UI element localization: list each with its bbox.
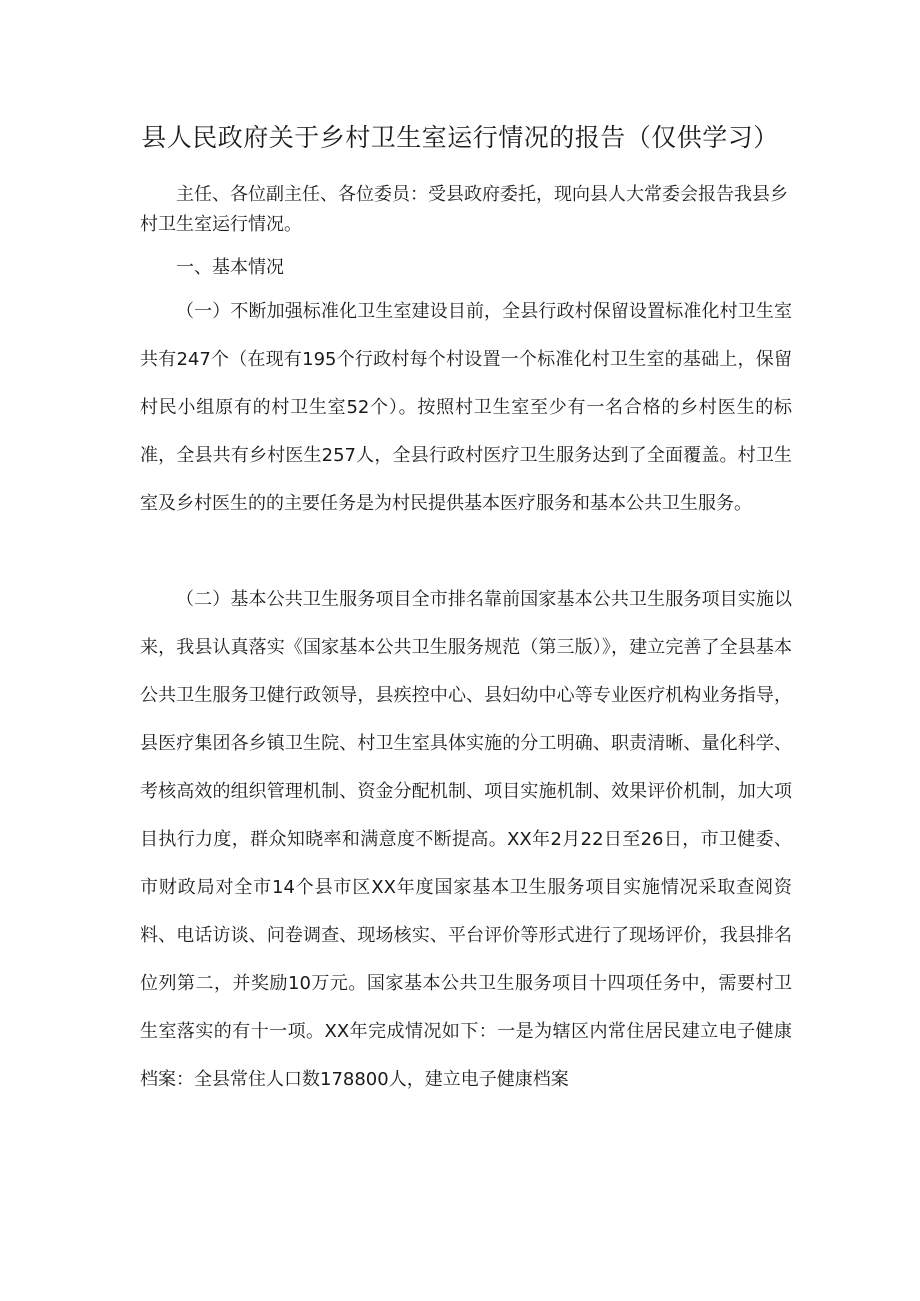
section-heading: 一、基本情况 — [176, 257, 284, 278]
document-title: 县人民政府关于乡村卫生室运行情况的报告（仅供学习） — [141, 123, 779, 152]
opening-paragraph: 主任、各位副主任、各位委员：受县政府委托，现向县人大常委会报告我县乡村卫生室运行情况。 — [140, 184, 788, 235]
body-paragraph-2: （二）基本公共卫生服务项目全市排名靠前国家基本公共卫生服务项目实施以来，我县认真落实《国家基本公共卫生服务规范（第三版）》，建立完善了全县基本公共卫生服务卫健行政领导，县疾控中心、县妇幼中心等专业医疗机构业务指导，县医疗集团各乡镇卫生院、村卫生室具体实施的分工明确、职责清晰、量化科学、考核高效的组织管理机制、资金分配机制、项目实施机制、效果评价机制，加大项目执行力度，群众知晓率和满意度不断提高。XX年2月22日至26日，市卫健委、市财政局对全市14个县市区XX年度国家基本卫生服务项目实施情况采取查阅资料、电话访谈、问卷调查、现场核实、平台评价等形式进行了现场评价，我县排名位列第二，并奖励10万元。国家基本公共卫生服务项目十四项任务中，需要村卫生室落实的有十一项。XX年完成情况如下：一是为辖区内常住居民建立电子健康档案：全县常住人口数178800人，建立电子健康档案 — [140, 589, 792, 1090]
body-paragraph-1: （一）不断加强标准化卫生室建设目前，全县行政村保留设置标准化村卫生室共有247个（在现有195个行政村每个村设置一个标准化村卫生室的基础上，保留村民小组原有的村卫生室52个）。按照村卫生室至少有一名合格的乡村医生的标准，全县共有乡村医生257人，全县行政村医疗卫生服务达到了全面覆盖。村卫生室及乡村医生的的主要任务是为村民提供基本医疗服务和基本公共卫生服务。 — [140, 301, 792, 514]
